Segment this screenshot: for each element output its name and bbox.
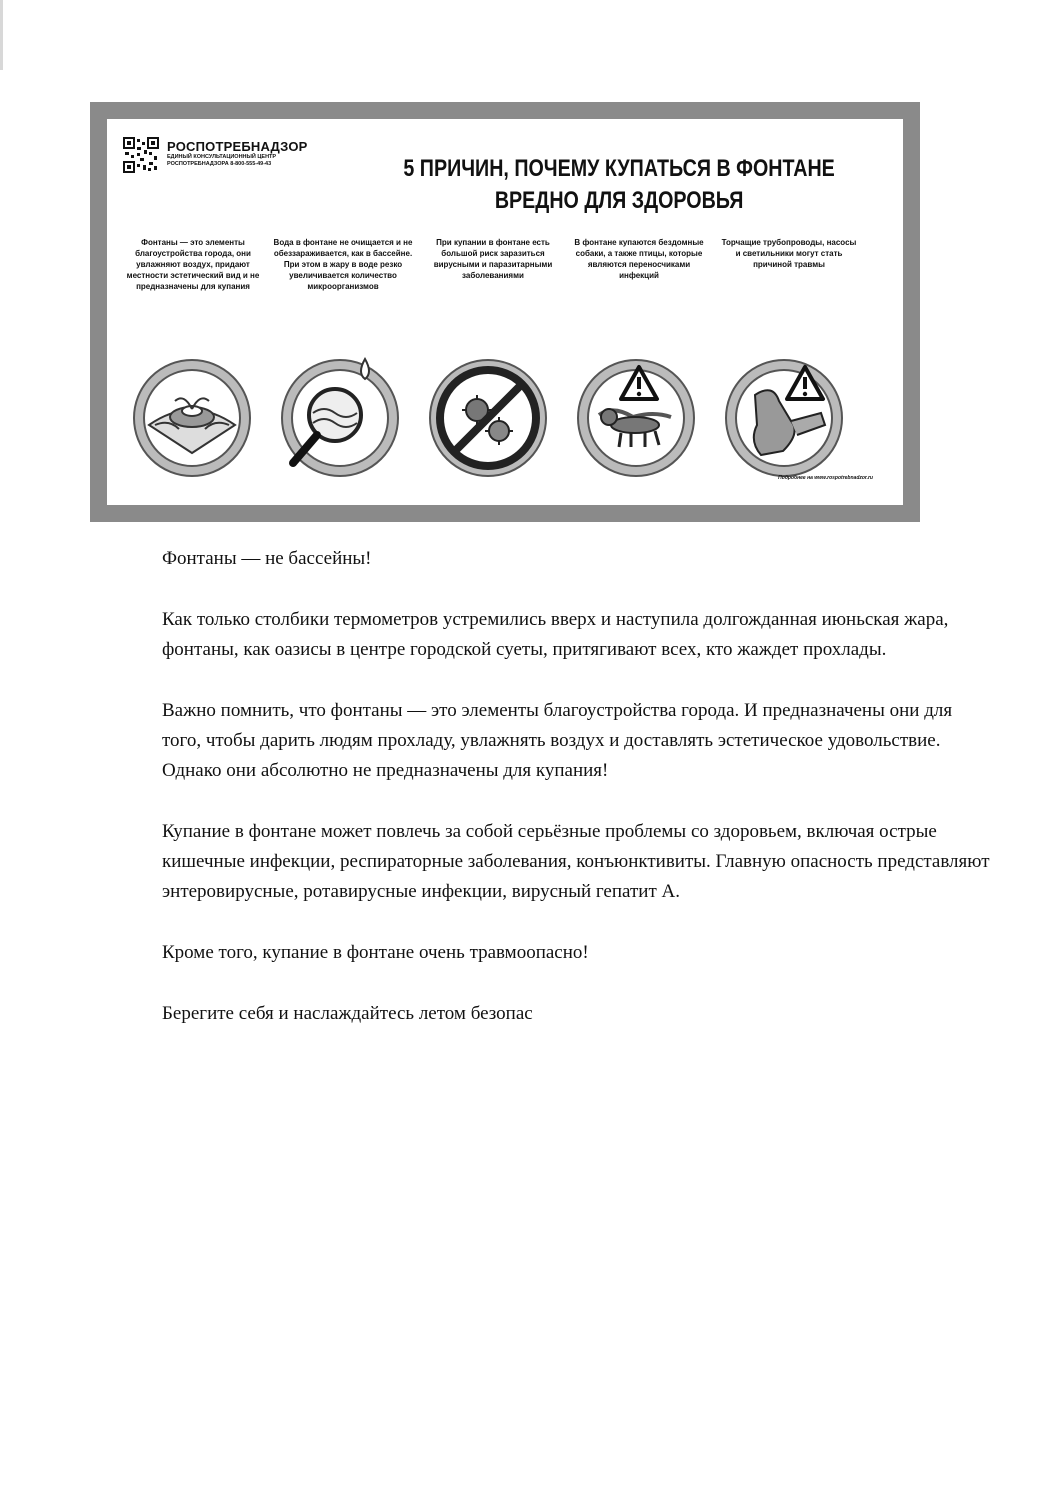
- reason-text-5: Торчащие трубопроводы, насосы и светильники могут стать причиной травмы: [721, 238, 857, 269]
- org-block: [167, 139, 317, 168]
- poster-source: Подробнее на www.rospotrebnadzor.ru: [778, 475, 873, 481]
- poster-image: [90, 102, 920, 522]
- article-paragraph-4: Кроме того, купание в фонтане очень травмоопасно!: [162, 942, 589, 963]
- virus-forbidden-icon: [425, 355, 551, 481]
- fountain-icon: [129, 355, 255, 481]
- reason-text-3: При купании в фонтане есть большой риск заразиться вирусными и паразитарными заболеваниями: [433, 238, 553, 280]
- reason-text-2: Вода в фонтане не очищается и не обеззараживается, как в бассейне. При этом в жару в воде резко увеличивается количество микроорганизмов: [273, 238, 413, 291]
- article-paragraph-2: Важно помнить, что фонтаны — это элементы благоустройства города. И предназначены они для того, чтобы дарить людям прохладу, увлажнять воздух и доставлять эстетическое удовольствие. Однако они абсолютно не предназначены для купания!: [162, 700, 953, 781]
- poster-content: [107, 119, 903, 505]
- org-subtitle: ЕДИНЫЙ КОНСУЛЬТАЦИОННЫЙ ЦЕНТР РОСПОТРЕБНАДЗОРА 8-800-555-49-43: [167, 154, 277, 167]
- article-body: [162, 544, 992, 1060]
- scan-edge-mark: [0, 0, 3, 70]
- qr-code-icon: [123, 137, 159, 173]
- reason-text-4: В фонтане купаются бездомные собаки, а также птицы, которые являются переносчиками инфекций: [574, 238, 704, 280]
- reason-text-1: Фонтаны — это элементы благоустройства города, они увлажняют воздух, придают местности эстетический вид и не предназначены для купания: [126, 238, 260, 291]
- poster-title-line-1: 5 ПРИЧИН, ПОЧЕМУ КУПАТЬСЯ В ФОНТАНЕ: [403, 155, 835, 182]
- reasons-row: [107, 237, 903, 347]
- article-paragraph-5: Берегите себя и наслаждайтесь летом безопас: [162, 1003, 533, 1024]
- article-paragraph-1: Как только столбики термометров устремились вверх и наступила долгожданная июньская жара, фонтаны, как оазисы в центре городской суеты, притягивают всех, кто жаждет прохлады.: [162, 609, 949, 660]
- injury-warning-icon: [721, 355, 847, 481]
- article-heading: Фонтаны — не бассейны!: [162, 548, 372, 569]
- poster-title: [369, 153, 869, 217]
- article-paragraph-3: Купание в фонтане может повлечь за собой серьёзные проблемы со здоровьем, включая острые кишечные инфекции, респираторные заболевания, конъюнктивиты. Главную опасность представляют энтеровирусные, ротавирусные инфекции, вирусный гепатит А.: [162, 821, 990, 902]
- magnifier-water-icon: [277, 355, 403, 481]
- org-name: РОСПОТРЕБНАДЗОР: [167, 139, 308, 154]
- dog-warning-icon: [573, 355, 699, 481]
- poster-title-line-2: ВРЕДНО ДЛЯ ЗДОРОВЬЯ: [494, 187, 744, 214]
